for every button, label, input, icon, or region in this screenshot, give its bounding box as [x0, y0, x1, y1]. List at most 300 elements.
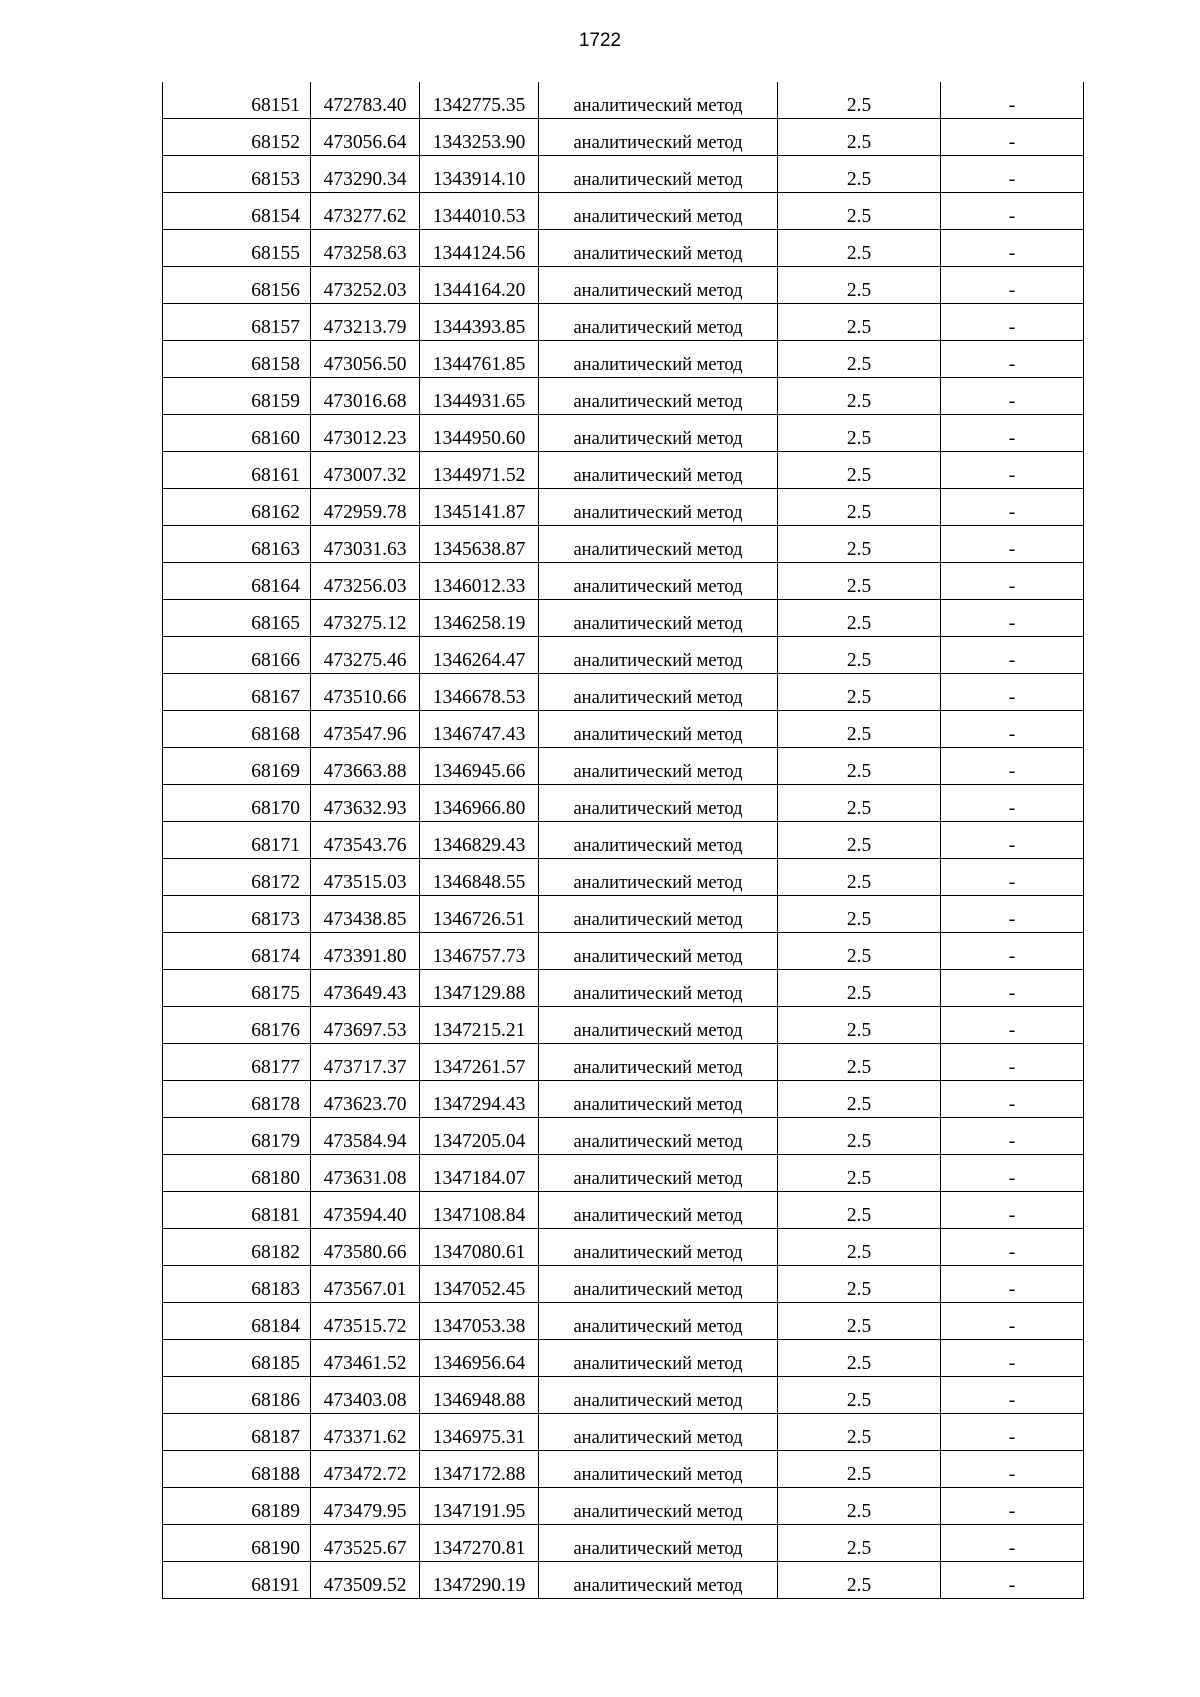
y-coordinate-cell-text: 1347215.21: [432, 1020, 526, 1041]
table-row: [163, 600, 1084, 637]
note-cell: [941, 267, 1084, 304]
x-coordinate-cell: [311, 563, 420, 600]
y-coordinate-cell: [420, 378, 539, 415]
y-coordinate-cell-text: 1347080.61: [432, 1242, 526, 1263]
point-number-cell: [163, 748, 311, 785]
note-cell: [941, 1192, 1084, 1229]
accuracy-cell: [778, 1303, 941, 1340]
x-coordinate-cell: [311, 1118, 420, 1155]
x-coordinate-cell: [311, 859, 420, 896]
y-coordinate-cell-text: 1347205.04: [432, 1131, 526, 1152]
y-coordinate-cell: [420, 1303, 539, 1340]
y-coordinate-cell: [420, 1192, 539, 1229]
accuracy-cell-text: 2.5: [846, 539, 872, 560]
method-cell-text: аналитический метод: [573, 1058, 743, 1078]
coordinates-table-container: [162, 82, 1077, 1599]
point-number-cell-text: 68187: [251, 1427, 300, 1448]
accuracy-cell-text: 2.5: [846, 687, 872, 708]
accuracy-cell-text: 2.5: [846, 1427, 872, 1448]
accuracy-cell: [778, 193, 941, 230]
method-cell-text: аналитический метод: [573, 466, 743, 486]
accuracy-cell: [778, 748, 941, 785]
x-coordinate-cell-text: 473584.94: [323, 1131, 407, 1152]
accuracy-cell: [778, 1229, 941, 1266]
x-coordinate-cell: [311, 600, 420, 637]
table-row: [163, 267, 1084, 304]
method-cell-text: аналитический метод: [573, 947, 743, 967]
y-coordinate-cell: [420, 193, 539, 230]
method-cell-text: аналитический метод: [573, 1539, 743, 1559]
method-cell-text: аналитический метод: [573, 96, 743, 116]
x-coordinate-cell: [311, 822, 420, 859]
y-coordinate-cell: [420, 1488, 539, 1525]
method-cell: [539, 600, 778, 637]
x-coordinate-cell: [311, 1303, 420, 1340]
y-coordinate-cell-text: 1346829.43: [432, 835, 526, 856]
method-cell-text: аналитический метод: [573, 1576, 743, 1596]
x-coordinate-cell-text: 473371.62: [323, 1427, 407, 1448]
accuracy-cell-text: 2.5: [846, 169, 872, 190]
table-row: [163, 711, 1084, 748]
table-row: [163, 1266, 1084, 1303]
note-cell-text: -: [1008, 1057, 1016, 1078]
point-number-cell-text: 68177: [251, 1057, 300, 1078]
x-coordinate-cell: [311, 674, 420, 711]
table-row: [163, 119, 1084, 156]
x-coordinate-cell-text: 473510.66: [323, 687, 407, 708]
accuracy-cell: [778, 859, 941, 896]
table-row: [163, 341, 1084, 378]
note-cell: [941, 785, 1084, 822]
point-number-cell: [163, 674, 311, 711]
point-number-cell-text: 68181: [251, 1205, 300, 1226]
accuracy-cell: [778, 933, 941, 970]
y-coordinate-cell: [420, 822, 539, 859]
note-cell-text: -: [1008, 1205, 1016, 1226]
x-coordinate-cell-text: 473056.64: [323, 132, 407, 153]
x-coordinate-cell: [311, 526, 420, 563]
point-number-cell-text: 68161: [251, 465, 300, 486]
note-cell: [941, 304, 1084, 341]
y-coordinate-cell-text: 1347191.95: [432, 1501, 526, 1522]
table-row: [163, 526, 1084, 563]
table-row: [163, 785, 1084, 822]
point-number-cell-text: 68182: [251, 1242, 300, 1263]
point-number-cell-text: 68174: [251, 946, 300, 967]
x-coordinate-cell-text: 473258.63: [323, 243, 407, 264]
accuracy-cell: [778, 970, 941, 1007]
x-coordinate-cell: [311, 378, 420, 415]
accuracy-cell: [778, 82, 941, 119]
note-cell: [941, 489, 1084, 526]
x-coordinate-cell-text: 473056.50: [323, 354, 407, 375]
y-coordinate-cell-text: 1344931.65: [432, 391, 526, 412]
x-coordinate-cell: [311, 1081, 420, 1118]
method-cell-text: аналитический метод: [573, 429, 743, 449]
y-coordinate-cell: [420, 859, 539, 896]
note-cell-text: -: [1008, 1279, 1016, 1300]
method-cell: [539, 1118, 778, 1155]
accuracy-cell-text: 2.5: [846, 132, 872, 153]
point-number-cell-text: 68179: [251, 1131, 300, 1152]
accuracy-cell: [778, 156, 941, 193]
accuracy-cell-text: 2.5: [846, 354, 872, 375]
y-coordinate-cell: [420, 415, 539, 452]
accuracy-cell-text: 2.5: [846, 761, 872, 782]
y-coordinate-cell-text: 1344124.56: [432, 243, 526, 264]
note-cell: [941, 526, 1084, 563]
method-cell: [539, 156, 778, 193]
accuracy-cell: [778, 1525, 941, 1562]
point-number-cell: [163, 1044, 311, 1081]
note-cell-text: -: [1008, 1575, 1016, 1596]
point-number-cell: [163, 341, 311, 378]
x-coordinate-cell-text: 473391.80: [323, 946, 407, 967]
x-coordinate-cell-text: 473663.88: [323, 761, 407, 782]
method-cell-text: аналитический метод: [573, 984, 743, 1004]
note-cell: [941, 452, 1084, 489]
accuracy-cell-text: 2.5: [846, 946, 872, 967]
x-coordinate-cell-text: 473547.96: [323, 724, 407, 745]
point-number-cell: [163, 896, 311, 933]
x-coordinate-cell: [311, 1229, 420, 1266]
method-cell: [539, 526, 778, 563]
method-cell: [539, 896, 778, 933]
table-row: [163, 1118, 1084, 1155]
note-cell-text: -: [1008, 1464, 1016, 1485]
note-cell: [941, 1525, 1084, 1562]
accuracy-cell-text: 2.5: [846, 835, 872, 856]
method-cell-text: аналитический метод: [573, 540, 743, 560]
note-cell-text: -: [1008, 465, 1016, 486]
accuracy-cell: [778, 1414, 941, 1451]
accuracy-cell: [778, 267, 941, 304]
y-coordinate-cell-text: 1346966.80: [432, 798, 526, 819]
method-cell-text: аналитический метод: [573, 355, 743, 375]
x-coordinate-cell-text: 473275.46: [323, 650, 407, 671]
note-cell-text: -: [1008, 724, 1016, 745]
accuracy-cell-text: 2.5: [846, 576, 872, 597]
accuracy-cell: [778, 304, 941, 341]
point-number-cell: [163, 156, 311, 193]
point-number-cell-text: 68153: [251, 169, 300, 190]
point-number-cell: [163, 1192, 311, 1229]
note-cell: [941, 1081, 1084, 1118]
x-coordinate-cell: [311, 193, 420, 230]
method-cell-text: аналитический метод: [573, 207, 743, 227]
x-coordinate-cell: [311, 1155, 420, 1192]
x-coordinate-cell-text: 473580.66: [323, 1242, 407, 1263]
table-row: [163, 637, 1084, 674]
accuracy-cell: [778, 600, 941, 637]
y-coordinate-cell-text: 1346258.19: [432, 613, 526, 634]
note-cell: [941, 1044, 1084, 1081]
method-cell-text: аналитический метод: [573, 1428, 743, 1448]
note-cell-text: -: [1008, 761, 1016, 782]
x-coordinate-cell: [311, 1044, 420, 1081]
point-number-cell-text: 68185: [251, 1353, 300, 1374]
point-number-cell-text: 68165: [251, 613, 300, 634]
x-coordinate-cell-text: 473290.34: [323, 169, 407, 190]
note-cell-text: -: [1008, 539, 1016, 560]
table-row: [163, 1562, 1084, 1599]
y-coordinate-cell: [420, 1081, 539, 1118]
x-coordinate-cell: [311, 119, 420, 156]
note-cell-text: -: [1008, 872, 1016, 893]
accuracy-cell-text: 2.5: [846, 1205, 872, 1226]
point-number-cell: [163, 822, 311, 859]
x-coordinate-cell-text: 473543.76: [323, 835, 407, 856]
note-cell: [941, 600, 1084, 637]
y-coordinate-cell: [420, 1044, 539, 1081]
method-cell: [539, 1007, 778, 1044]
note-cell-text: -: [1008, 1390, 1016, 1411]
point-number-cell-text: 68160: [251, 428, 300, 449]
table-row: [163, 230, 1084, 267]
accuracy-cell-text: 2.5: [846, 1464, 872, 1485]
table-row: [163, 1192, 1084, 1229]
method-cell: [539, 1303, 778, 1340]
table-row: [163, 1007, 1084, 1044]
x-coordinate-cell: [311, 230, 420, 267]
method-cell: [539, 859, 778, 896]
y-coordinate-cell: [420, 1340, 539, 1377]
table-row: [163, 859, 1084, 896]
point-number-cell-text: 68188: [251, 1464, 300, 1485]
accuracy-cell-text: 2.5: [846, 983, 872, 1004]
point-number-cell: [163, 304, 311, 341]
point-number-cell-text: 68157: [251, 317, 300, 338]
table-row: [163, 415, 1084, 452]
point-number-cell-text: 68170: [251, 798, 300, 819]
x-coordinate-cell-text: 473525.67: [323, 1538, 407, 1559]
point-number-cell-text: 68158: [251, 354, 300, 375]
point-number-cell: [163, 711, 311, 748]
y-coordinate-cell: [420, 600, 539, 637]
y-coordinate-cell-text: 1344761.85: [432, 354, 526, 375]
method-cell-text: аналитический метод: [573, 1502, 743, 1522]
method-cell-text: аналитический метод: [573, 1317, 743, 1337]
point-number-cell: [163, 1451, 311, 1488]
accuracy-cell: [778, 674, 941, 711]
y-coordinate-cell: [420, 748, 539, 785]
x-coordinate-cell: [311, 970, 420, 1007]
point-number-cell: [163, 526, 311, 563]
y-coordinate-cell-text: 1346012.33: [432, 576, 526, 597]
point-number-cell-text: 68164: [251, 576, 300, 597]
y-coordinate-cell-text: 1344950.60: [432, 428, 526, 449]
note-cell-text: -: [1008, 280, 1016, 301]
x-coordinate-cell-text: 473717.37: [323, 1057, 407, 1078]
point-number-cell-text: 68151: [251, 95, 300, 116]
x-coordinate-cell: [311, 711, 420, 748]
note-cell: [941, 1488, 1084, 1525]
method-cell: [539, 1451, 778, 1488]
x-coordinate-cell-text: 473012.23: [323, 428, 407, 449]
x-coordinate-cell: [311, 82, 420, 119]
x-coordinate-cell-text: 473213.79: [323, 317, 407, 338]
accuracy-cell: [778, 119, 941, 156]
method-cell: [539, 1081, 778, 1118]
accuracy-cell-text: 2.5: [846, 1538, 872, 1559]
note-cell: [941, 896, 1084, 933]
table-row: [163, 1488, 1084, 1525]
y-coordinate-cell-text: 1346726.51: [432, 909, 526, 930]
method-cell-text: аналитический метод: [573, 762, 743, 782]
note-cell: [941, 82, 1084, 119]
table-row: [163, 1155, 1084, 1192]
accuracy-cell: [778, 822, 941, 859]
accuracy-cell: [778, 1044, 941, 1081]
accuracy-cell: [778, 1562, 941, 1599]
method-cell-text: аналитический метод: [573, 910, 743, 930]
point-number-cell-text: 68168: [251, 724, 300, 745]
table-row: [163, 1044, 1084, 1081]
point-number-cell: [163, 785, 311, 822]
x-coordinate-cell: [311, 1414, 420, 1451]
x-coordinate-cell: [311, 1562, 420, 1599]
note-cell-text: -: [1008, 428, 1016, 449]
accuracy-cell-text: 2.5: [846, 1316, 872, 1337]
note-cell: [941, 1266, 1084, 1303]
point-number-cell: [163, 1229, 311, 1266]
y-coordinate-cell-text: 1345141.87: [432, 502, 526, 523]
y-coordinate-cell: [420, 1562, 539, 1599]
note-cell-text: -: [1008, 576, 1016, 597]
point-number-cell: [163, 1488, 311, 1525]
y-coordinate-cell: [420, 1229, 539, 1266]
method-cell-text: аналитический метод: [573, 244, 743, 264]
accuracy-cell: [778, 637, 941, 674]
y-coordinate-cell: [420, 1451, 539, 1488]
x-coordinate-cell: [311, 1266, 420, 1303]
table-row: [163, 896, 1084, 933]
x-coordinate-cell-text: 473515.72: [323, 1316, 407, 1337]
point-number-cell-text: 68159: [251, 391, 300, 412]
x-coordinate-cell: [311, 452, 420, 489]
x-coordinate-cell: [311, 785, 420, 822]
method-cell-text: аналитический метод: [573, 503, 743, 523]
note-cell: [941, 1562, 1084, 1599]
page-number: 1722: [578, 30, 622, 51]
method-cell: [539, 304, 778, 341]
method-cell-text: аналитический метод: [573, 836, 743, 856]
note-cell: [941, 415, 1084, 452]
x-coordinate-cell: [311, 267, 420, 304]
y-coordinate-cell-text: 1346757.73: [432, 946, 526, 967]
point-number-cell: [163, 563, 311, 600]
y-coordinate-cell-text: 1342775.35: [432, 95, 526, 116]
table-row: [163, 1377, 1084, 1414]
method-cell-text: аналитический метод: [573, 1132, 743, 1152]
note-cell: [941, 822, 1084, 859]
point-number-cell-text: 68167: [251, 687, 300, 708]
note-cell-text: -: [1008, 909, 1016, 930]
note-cell-text: -: [1008, 650, 1016, 671]
x-coordinate-cell-text: 473256.03: [323, 576, 407, 597]
point-number-cell: [163, 119, 311, 156]
x-coordinate-cell-text: 473275.12: [323, 613, 407, 634]
note-cell-text: -: [1008, 1316, 1016, 1337]
accuracy-cell: [778, 1155, 941, 1192]
note-cell: [941, 1414, 1084, 1451]
method-cell: [539, 933, 778, 970]
method-cell: [539, 1044, 778, 1081]
accuracy-cell: [778, 1007, 941, 1044]
table-row: [163, 1229, 1084, 1266]
table-row: [163, 1340, 1084, 1377]
accuracy-cell-text: 2.5: [846, 1168, 872, 1189]
y-coordinate-cell-text: 1347052.45: [432, 1279, 526, 1300]
table-row: [163, 1303, 1084, 1340]
accuracy-cell: [778, 1118, 941, 1155]
point-number-cell-text: 68156: [251, 280, 300, 301]
y-coordinate-cell-text: 1347290.19: [432, 1575, 526, 1596]
point-number-cell: [163, 267, 311, 304]
point-number-cell: [163, 933, 311, 970]
method-cell: [539, 822, 778, 859]
accuracy-cell-text: 2.5: [846, 1094, 872, 1115]
note-cell-text: -: [1008, 1353, 1016, 1374]
x-coordinate-cell-text: 473031.63: [323, 539, 407, 560]
method-cell: [539, 748, 778, 785]
method-cell: [539, 1266, 778, 1303]
y-coordinate-cell-text: 1345638.87: [432, 539, 526, 560]
point-number-cell-text: 68173: [251, 909, 300, 930]
accuracy-cell: [778, 563, 941, 600]
method-cell: [539, 637, 778, 674]
y-coordinate-cell: [420, 970, 539, 1007]
note-cell: [941, 1229, 1084, 1266]
table-row: [163, 1414, 1084, 1451]
method-cell: [539, 711, 778, 748]
point-number-cell-text: 68176: [251, 1020, 300, 1041]
note-cell: [941, 1451, 1084, 1488]
y-coordinate-cell: [420, 1377, 539, 1414]
accuracy-cell-text: 2.5: [846, 317, 872, 338]
accuracy-cell: [778, 489, 941, 526]
method-cell-text: аналитический метод: [573, 614, 743, 634]
accuracy-cell-text: 2.5: [846, 502, 872, 523]
note-cell: [941, 859, 1084, 896]
x-coordinate-cell-text: 473403.08: [323, 1390, 407, 1411]
y-coordinate-cell-text: 1346975.31: [432, 1427, 526, 1448]
method-cell-text: аналитический метод: [573, 392, 743, 412]
x-coordinate-cell: [311, 341, 420, 378]
accuracy-cell: [778, 1451, 941, 1488]
accuracy-cell-text: 2.5: [846, 465, 872, 486]
x-coordinate-cell: [311, 489, 420, 526]
point-number-cell-text: 68166: [251, 650, 300, 671]
point-number-cell-text: 68152: [251, 132, 300, 153]
note-cell-text: -: [1008, 1131, 1016, 1152]
table-row: [163, 748, 1084, 785]
y-coordinate-cell-text: 1346945.66: [432, 761, 526, 782]
x-coordinate-cell: [311, 1007, 420, 1044]
point-number-cell-text: 68183: [251, 1279, 300, 1300]
table-row: [163, 378, 1084, 415]
table-row: [163, 1081, 1084, 1118]
method-cell: [539, 193, 778, 230]
accuracy-cell-text: 2.5: [846, 650, 872, 671]
method-cell: [539, 230, 778, 267]
method-cell: [539, 452, 778, 489]
note-cell-text: -: [1008, 243, 1016, 264]
table-row: [163, 933, 1084, 970]
point-number-cell-text: 68175: [251, 983, 300, 1004]
table-row: [163, 563, 1084, 600]
y-coordinate-cell: [420, 267, 539, 304]
